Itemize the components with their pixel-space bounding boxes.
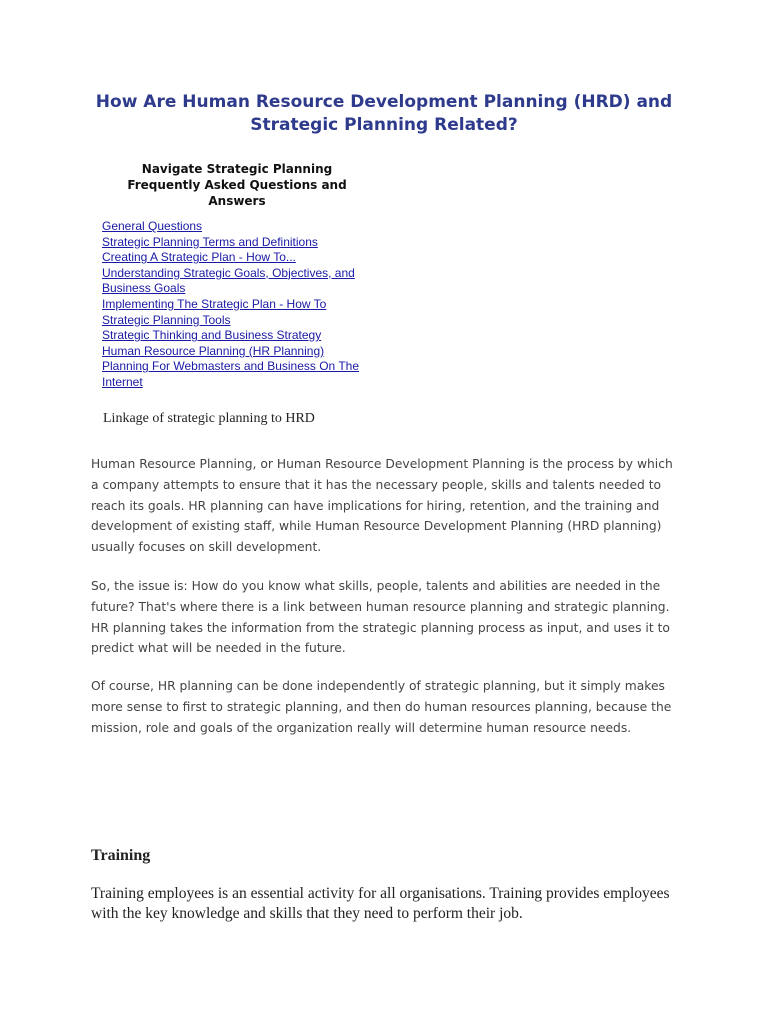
nav-link-strategic-goals[interactable]: Understanding Strategic Goals, Objectives, and Business Goals	[102, 265, 355, 296]
nav-list-item	[102, 219, 372, 235]
nav-link-general-questions[interactable]: General Questions	[102, 219, 203, 233]
nav-link-hr-planning[interactable]: Human Resource Planning (HR Planning)	[102, 343, 325, 358]
nav-list-item	[102, 266, 372, 297]
faq-navigation-heading: Navigate Strategic Planning Frequently Asked Questions and Answers	[127, 162, 347, 208]
page-title: How Are Human Resource Development Planning (HRD) and Strategic Planning Related?	[95, 92, 673, 135]
nav-list-item	[102, 297, 372, 313]
nav-list-item	[102, 359, 372, 390]
nav-link-strategic-thinking[interactable]: Strategic Thinking and Business Strategy	[102, 328, 322, 343]
nav-list-item	[102, 328, 372, 344]
body-paragraph-of-course: Of course, HR planning can be done independently of strategic planning, but it simply makes more sense to first to strategic planning, and then do human resources planning, because the mission, role and goals of the organization really will determine human resource needs.	[91, 679, 672, 735]
faq-navigation-list	[102, 219, 372, 391]
nav-list-item	[102, 235, 372, 251]
nav-link-creating-strategic-plan[interactable]: Creating A Strategic Plan - How To...	[102, 250, 296, 265]
nav-link-implementing-plan[interactable]: Implementing The Strategic Plan - How To	[102, 296, 327, 311]
nav-list-item	[102, 313, 372, 329]
body-paragraph-issue: So, the issue is: How do you know what skills, people, talents and abilities are needed in the future? That's where there is a link between human resource planning and strategic planning. HR planning takes the information from the strategic planning process as input, and uses it to predict what will be needed in the future.	[91, 579, 670, 656]
nav-link-webmasters[interactable]: Planning For Webmasters and Business On The Internet	[102, 359, 360, 389]
body-paragraph-hr-planning: Human Resource Planning, or Human Resource Development Planning is the process by which a company attempts to ensure that it has the necessary people, skills and talents needed to reach its goals. HR planning can have implications for hiring, retention, and the training and development of existing staff, while Human Resource Development Planning (HRD planning) usually focuses on skill development.	[91, 457, 673, 555]
training-heading: Training	[91, 847, 151, 864]
nav-link-planning-tools[interactable]: Strategic Planning Tools	[102, 312, 231, 327]
nav-list-item	[102, 344, 372, 360]
nav-list-item	[102, 250, 372, 266]
linkage-line: Linkage of strategic planning to HRD	[103, 411, 315, 426]
nav-link-terms-definitions[interactable]: Strategic Planning Terms and Definitions	[102, 234, 318, 249]
training-paragraph: Training employees is an essential activity for all organisations. Training provides employees with the key knowledge and skills that they need to perform their job.	[91, 885, 670, 922]
